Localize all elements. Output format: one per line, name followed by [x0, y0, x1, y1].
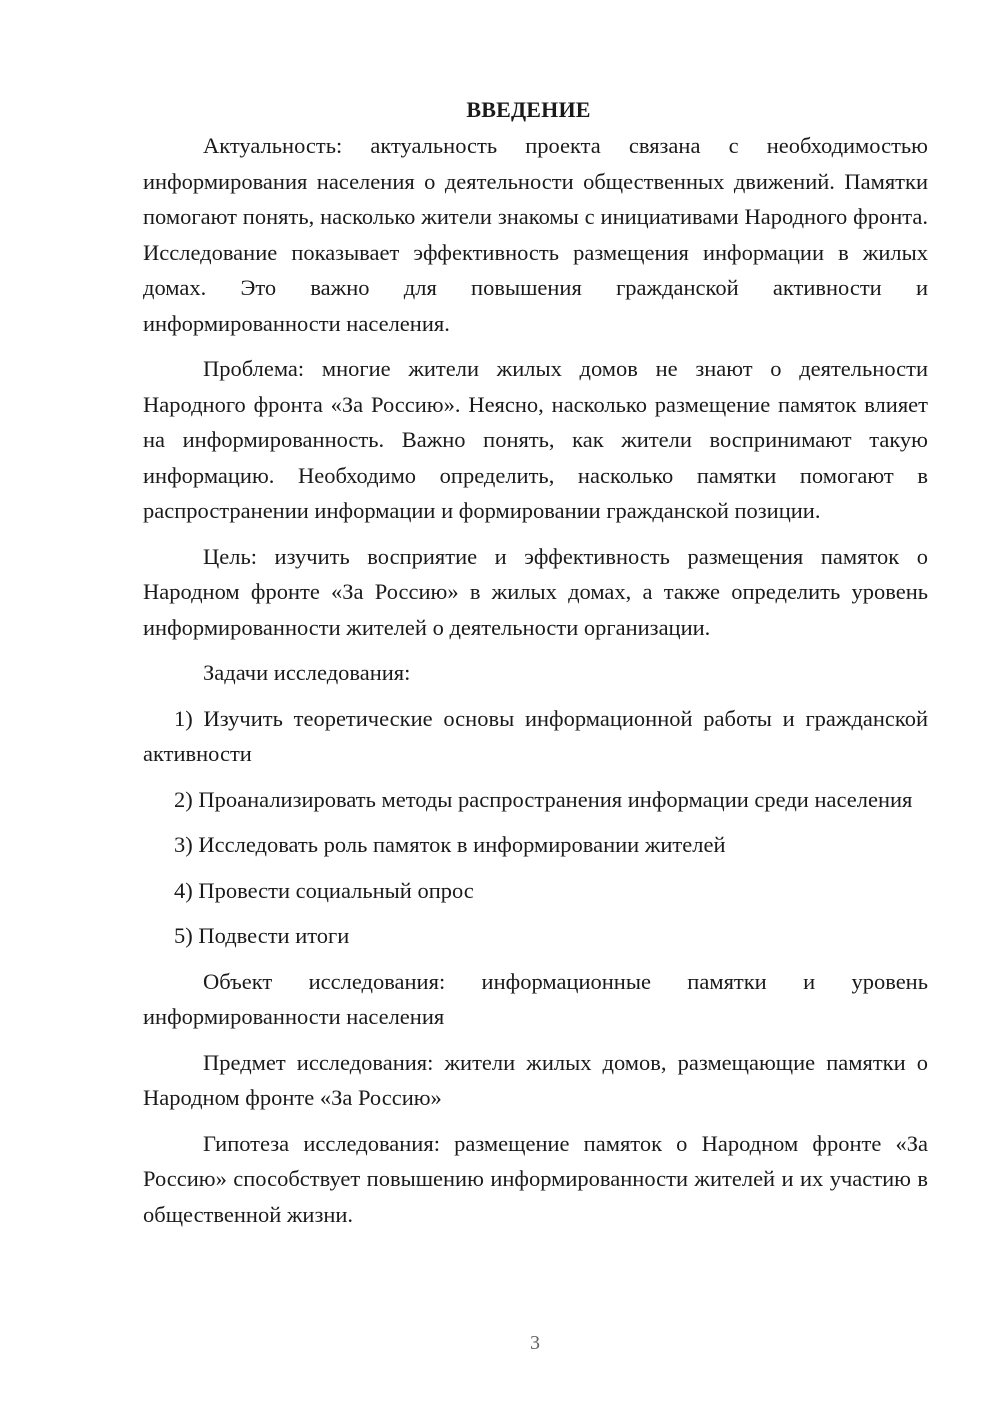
- page-number: 3: [530, 1332, 540, 1354]
- task-item-2: 2) Проанализировать методы распространения информации среди населения: [174, 786, 913, 812]
- paragraph-hypothesis: Гипотеза исследования: размещение памяток о Народном фронте «За Россию» способствует повышению информированности жителей и их участию в общественной жизни.: [143, 1130, 928, 1227]
- task-item-3: 3) Исследовать роль памяток в информировании жителей: [174, 832, 726, 857]
- document-page: [143, 92, 928, 1232]
- paragraph-problem: Проблема: многие жители жилых домов не знают о деятельности Народного фронта «За Россию». Неясно, насколько размещение памяток влияет на информированность. Важно понять, как жители воспринимают такую информацию. Необходимо определить, насколько памятки помогают в распространении информации и формировании гражданской позиции.: [143, 356, 928, 523]
- paragraph-object: Объект исследования: информационные памятки и уровень информированности населения: [143, 968, 928, 1029]
- paragraph-subject: Предмет исследования: жители жилых домов, размещающие памятки о Народном фронте «За Россию»: [143, 1049, 928, 1110]
- tasks-heading: Задачи исследования:: [203, 660, 411, 685]
- paragraph-goal: Цель: изучить восприятие и эффективность размещения памяток о Народном фронте «За Россию» в жилых домах, а также определить уровень информированности жителей о деятельности организации.: [143, 543, 928, 640]
- paragraph-relevance: Актуальность: актуальность проекта связана с необходимостью информирования населения о деятельности общественных движений. Памятки помогают понять, насколько жители знакомы с инициативами Народного фронта. Исследование показывает эффективность размещения информации в жилых домах. Это важно для повышения гражданской активности и информированности населения.: [143, 133, 928, 336]
- task-item-5: 5) Подвести итоги: [174, 923, 350, 948]
- task-item-4: 4) Провести социальный опрос: [174, 877, 474, 903]
- section-title: ВВЕДЕНИЕ: [466, 97, 591, 122]
- task-item-1: 1) Изучить теоретические основы информационной работы и гражданской активности: [143, 705, 928, 766]
